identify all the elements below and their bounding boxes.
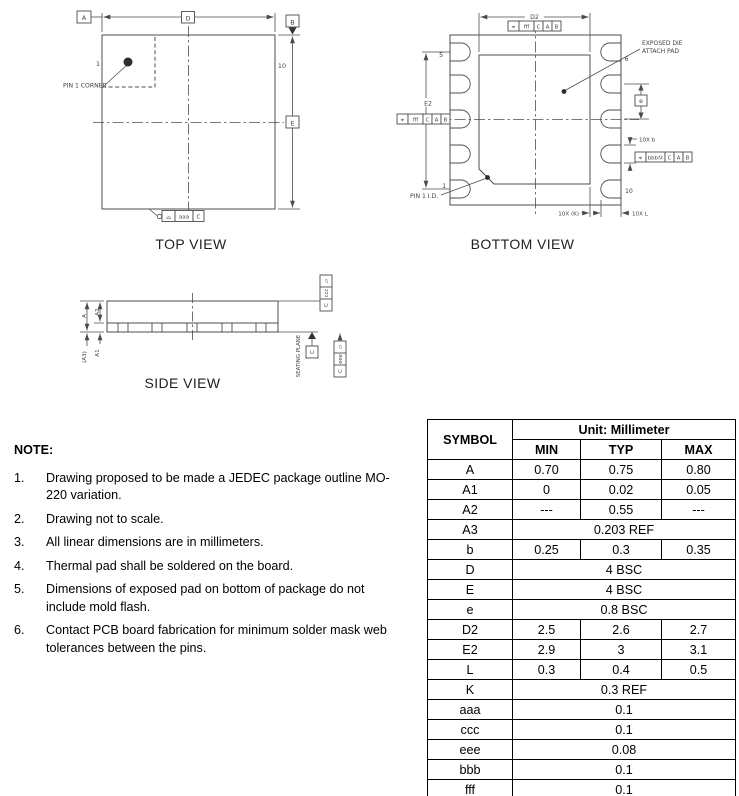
- cell-symbol: A: [428, 460, 513, 480]
- cell-max: 2.7: [662, 620, 736, 640]
- cell-min: 0.3: [513, 660, 581, 680]
- cell-span-value: 4 BSC: [513, 580, 736, 600]
- dim-e2-label: E2: [424, 100, 432, 108]
- table-header-row: [428, 420, 736, 440]
- cell-typ: 0.02: [581, 480, 662, 500]
- top-view-title: TOP VIEW: [155, 236, 227, 252]
- cell-span-value: 0.1: [513, 760, 736, 780]
- table-row: [428, 700, 736, 720]
- notes-section: [14, 442, 410, 663]
- cell-max: 3.1: [662, 640, 736, 660]
- note-text: Dimensions of exposed pad on bottom of package do not include mold flash.: [46, 582, 365, 614]
- table-row: [428, 780, 736, 796]
- table-row: [428, 460, 736, 480]
- dim-d-label: D: [185, 14, 191, 23]
- note-item: [14, 534, 410, 552]
- notes-list: [14, 470, 410, 658]
- fcf-fff-left-frame: [397, 114, 450, 124]
- cell-symbol: L: [428, 660, 513, 680]
- cell-min: ---: [513, 500, 581, 520]
- cell-span-value: 0.1: [513, 700, 736, 720]
- cell-symbol: aaa: [428, 700, 513, 720]
- side-terminals: [118, 323, 266, 332]
- note-item: [14, 581, 410, 616]
- cell-min: 2.5: [513, 620, 581, 640]
- fcf-datum-2: A: [434, 117, 439, 124]
- top-view-geometry: [77, 11, 300, 222]
- fcf-tolerance: fff: [412, 117, 419, 124]
- fcf-datum-1: C: [536, 24, 541, 31]
- cell-typ: 2.6: [581, 620, 662, 640]
- datum-boxes: [77, 11, 299, 128]
- pin1-index-dot: [124, 58, 133, 67]
- table-row: [428, 540, 736, 560]
- cell-max: 0.5: [662, 660, 736, 680]
- table-header-max: MAX: [662, 440, 736, 460]
- table-header-min: MIN: [513, 440, 581, 460]
- table-row: [428, 740, 736, 760]
- datum-b-label: B: [290, 18, 295, 27]
- top-view-labels: [63, 14, 295, 221]
- cell-min: 0.25: [513, 540, 581, 560]
- cell-symbol: bbb: [428, 760, 513, 780]
- note-item: [14, 470, 410, 505]
- fcf-position-icon: ⌖: [638, 154, 643, 162]
- note-number: 1.: [14, 470, 25, 485]
- note-text: Contact PCB board fabrication for minimum solder mask web tolerances between the pins.: [46, 623, 387, 655]
- dim-a3-label: (A3): [82, 351, 88, 363]
- pin1-corner-label: PIN 1 CORNER: [63, 82, 107, 90]
- cell-typ: 0.75: [581, 460, 662, 480]
- side-view-geometry: [80, 275, 346, 377]
- fcf-flatness-icon: ▱: [338, 344, 344, 350]
- cell-symbol: E: [428, 580, 513, 600]
- dim-a1-label: A1: [95, 349, 101, 357]
- cell-min: 0.70: [513, 460, 581, 480]
- fcf-position-icon: ⌖: [511, 23, 516, 31]
- seating-plane-triangle: [308, 332, 316, 339]
- table-row: [428, 660, 736, 680]
- note-number: 3.: [14, 535, 25, 549]
- fcf-datum-2: A: [676, 155, 681, 162]
- cell-span-value: 4 BSC: [513, 560, 736, 580]
- table-row: [428, 760, 736, 780]
- fcf-bbb-frame: [635, 152, 692, 162]
- exposed-pad-leader-dot: [562, 89, 567, 94]
- dim-k-label: 10X (K): [558, 211, 579, 218]
- fcf-datum-2: A: [545, 24, 550, 31]
- dimension-lines: [91, 13, 300, 216]
- fcf-datum-3: B: [685, 155, 690, 162]
- cell-symbol: fff: [428, 780, 513, 796]
- datum-b-triangle: [289, 28, 297, 35]
- cell-span-value: 0.08: [513, 740, 736, 760]
- table-row: [428, 580, 736, 600]
- fcf-aaa-tolerance: aaa: [178, 214, 190, 221]
- cell-symbol: D: [428, 560, 513, 580]
- exposed-pad-label-line2: ATTACH PAD: [642, 48, 679, 55]
- datum-a-label: A: [81, 14, 87, 22]
- bottom-view-drawing: [395, 2, 739, 232]
- seating-plane-label: SEATING PLANE: [296, 334, 302, 378]
- table-row: [428, 640, 736, 660]
- cell-typ: 3: [581, 640, 662, 660]
- note-item: [14, 622, 410, 657]
- cell-symbol: A1: [428, 480, 513, 500]
- note-item: [14, 511, 410, 529]
- fcf-tolerance: fff: [523, 24, 530, 31]
- table-header-unit: Unit: Millimeter: [513, 420, 736, 440]
- fcf-datum: C: [338, 369, 344, 373]
- bottom-view-title: BOTTOM VIEW: [470, 236, 575, 252]
- datum-c-label: C: [310, 350, 316, 354]
- fcf-datum-1: C: [667, 155, 672, 162]
- cell-span-value: 0.1: [513, 780, 736, 796]
- fcf-tolerance: eee: [338, 354, 344, 364]
- table-row: [428, 680, 736, 700]
- note-text: All linear dimensions are in millimeters.: [46, 535, 264, 549]
- table-row: [428, 480, 736, 500]
- cell-typ: 0.3: [581, 540, 662, 560]
- fcf-flatness-icon: ▱: [324, 278, 330, 284]
- table-row: [428, 620, 736, 640]
- dim-a-label: A: [82, 314, 88, 318]
- cell-symbol: E2: [428, 640, 513, 660]
- cell-typ: 0.55: [581, 500, 662, 520]
- pin1-number: 1: [95, 60, 101, 68]
- cell-symbol: K: [428, 680, 513, 700]
- dim-e-label: E: [290, 119, 295, 128]
- leader-circle: [157, 214, 161, 218]
- lead-width-label: 10X b: [639, 137, 656, 144]
- pin10-number: 10: [625, 188, 633, 195]
- table-row: [428, 600, 736, 620]
- cell-symbol: D2: [428, 620, 513, 640]
- cell-symbol: A2: [428, 500, 513, 520]
- cell-max: 0.35: [662, 540, 736, 560]
- fcf-datum-3: B: [443, 117, 448, 124]
- pin1-id-dot: [485, 175, 490, 180]
- cell-span-value: 0.8 BSC: [513, 600, 736, 620]
- note-number: 6.: [14, 623, 25, 637]
- cell-symbol: ccc: [428, 720, 513, 740]
- side-view-title: SIDE VIEW: [144, 375, 221, 391]
- fcf-tolerance: bbbⓂ: [647, 155, 664, 162]
- note-text: Drawing proposed to be made a JEDEC package outline MO-220 variation.: [46, 470, 390, 502]
- pin6-number: 6: [624, 56, 629, 63]
- table-header-symbol: SYMBOL: [428, 420, 513, 460]
- dim-e-label: e: [639, 97, 643, 105]
- cell-symbol: A3: [428, 520, 513, 540]
- fcf-position-icon: ⌖: [400, 116, 405, 124]
- fcf-tolerance: ccc: [324, 288, 330, 298]
- cell-max: ---: [662, 500, 736, 520]
- note-number: 2.: [14, 511, 25, 526]
- note-text: Drawing not to scale.: [46, 511, 164, 526]
- table-header-typ: TYP: [581, 440, 662, 460]
- exposed-pad-label-line1: EXPOSED DIE: [642, 40, 683, 47]
- notes-heading: NOTE:: [14, 443, 54, 457]
- fcf-fff-top-frame: [508, 21, 561, 31]
- cell-typ: 0.4: [581, 660, 662, 680]
- fcf-aaa-symbol-icon: ⌓: [165, 213, 172, 221]
- note-number: 5.: [14, 582, 25, 596]
- dimension-table: [427, 419, 736, 796]
- table-row: [428, 560, 736, 580]
- fcf-datum-1: C: [425, 117, 430, 124]
- cell-symbol: eee: [428, 740, 513, 760]
- cell-min: 0: [513, 480, 581, 500]
- note-item: [14, 558, 410, 576]
- pin5-number: 5: [439, 52, 443, 59]
- note-number: 4.: [14, 558, 25, 573]
- cell-max: 0.80: [662, 460, 736, 480]
- table-row: [428, 720, 736, 740]
- fcf-aaa-datum: C: [196, 214, 201, 221]
- table-row: [428, 500, 736, 520]
- cell-min: 2.9: [513, 640, 581, 660]
- cell-symbol: b: [428, 540, 513, 560]
- pin1-id-label: PIN 1 I.D.: [410, 193, 439, 200]
- dim-a2-label: A2: [95, 308, 101, 316]
- fcf-datum: C: [324, 303, 330, 307]
- note-text: Thermal pad shall be soldered on the board.: [46, 558, 294, 573]
- cell-symbol: e: [428, 600, 513, 620]
- cell-span-value: 0.1: [513, 720, 736, 740]
- table-body: [428, 460, 736, 796]
- cell-span-value: 0.203 REF: [513, 520, 736, 540]
- pin1-number: 1: [442, 183, 446, 190]
- side-view-labels: [82, 278, 344, 377]
- pin10-number: 10: [277, 62, 287, 70]
- dim-l-label: 10X L: [632, 211, 648, 218]
- table-row: [428, 520, 736, 540]
- dim-d2-label: D2: [530, 14, 539, 21]
- cell-span-value: 0.3 REF: [513, 680, 736, 700]
- top-view-drawing: [60, 2, 370, 232]
- cell-max: 0.05: [662, 480, 736, 500]
- fcf-datum-3: B: [554, 24, 559, 31]
